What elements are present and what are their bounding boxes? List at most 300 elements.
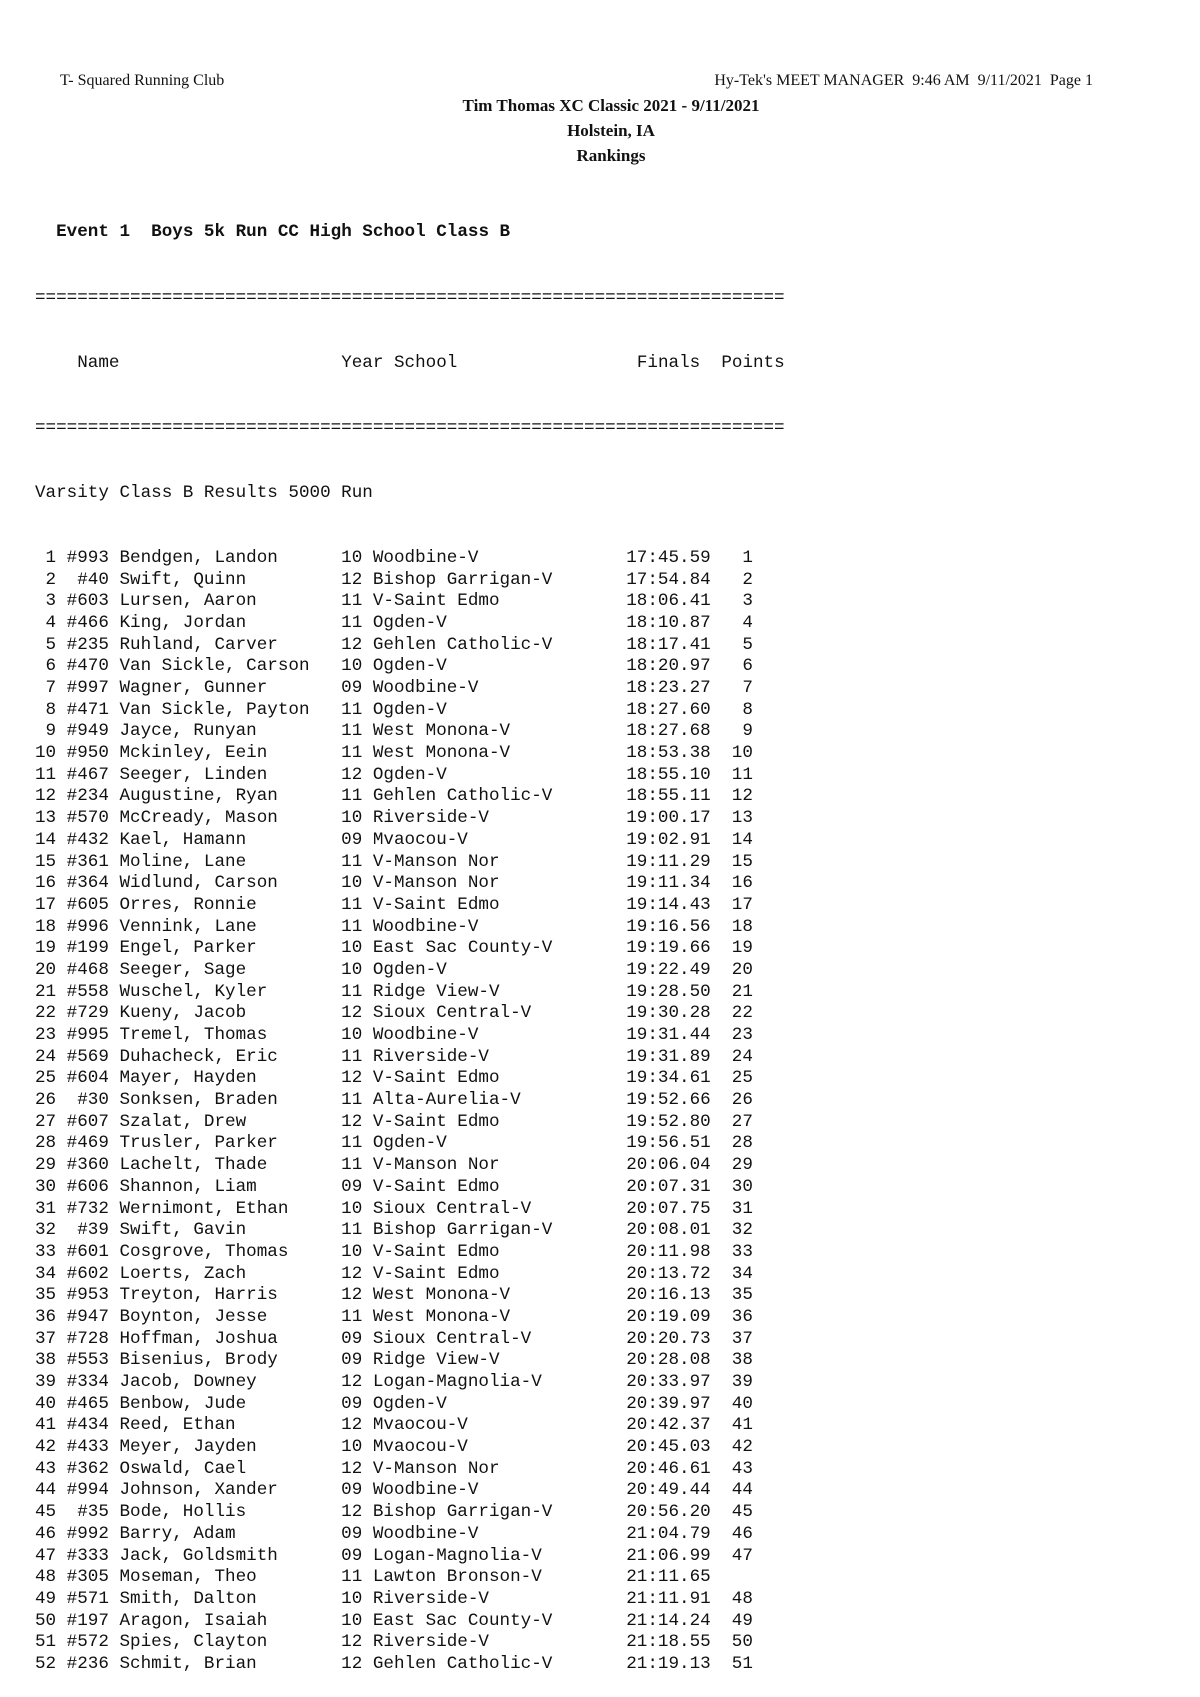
result-time: 18:53.38 [626,743,711,764]
result-school: West Monona-V [372,721,511,742]
result-name: Wernimont, Ethan [119,1198,289,1219]
result-year: 11 [341,916,363,937]
result-time: 20:20.73 [626,1328,711,1349]
result-school: Ogden-V [372,699,447,720]
result-school: West Monona-V [372,1306,511,1327]
result-year: 11 [341,1306,363,1327]
result-rank: 40 [35,1393,57,1414]
result-year: 12 [341,1653,363,1674]
result-rank: 15 [35,851,57,872]
result-points: 32 [731,1220,753,1241]
result-school: Ogden-V [372,1393,447,1414]
result-school: Lawton Bronson-V [372,1567,542,1588]
result-name: Bisenius, Brody [119,1350,278,1371]
result-rank: 36 [35,1306,57,1327]
result-bib: #197 [66,1610,109,1631]
meet-location: Holstein, IA [567,121,655,140]
result-bib: #994 [66,1480,109,1501]
result-rank: 11 [35,764,57,785]
result-rank: 5 [45,634,57,655]
result-rank: 30 [35,1176,57,1197]
result-points: 34 [731,1263,753,1284]
result-time: 21:11.91 [626,1588,711,1609]
result-time: 18:27.68 [626,721,711,742]
result-year: 12 [341,1415,363,1436]
result-school: Ogden-V [372,612,447,633]
result-points: 25 [731,1068,753,1089]
result-bib: #360 [66,1155,109,1176]
result-school: V-Saint Edmo [372,1111,500,1132]
result-bib: #467 [66,764,109,785]
result-row [35,1654,785,1676]
result-row [35,1329,785,1351]
result-school: Ridge View-V [372,981,500,1002]
result-school: V-Saint Edmo [372,591,500,612]
result-year: 10 [341,1241,363,1262]
result-points: 29 [731,1155,753,1176]
result-row [35,765,785,787]
result-name: Mayer, Hayden [119,1068,257,1089]
result-bib: #469 [66,1133,109,1154]
result-points: 3 [742,591,753,612]
result-name: Szalat, Drew [119,1111,247,1132]
result-year: 10 [341,1025,363,1045]
result-bib: #947 [66,1306,109,1327]
result-bib: #35 [77,1502,109,1523]
result-points: 9 [742,721,753,742]
result-row [35,960,785,982]
result-points: 19 [731,938,753,959]
result-year: 10 [341,938,363,959]
col-year: Year [341,352,384,373]
result-time: 20:46.61 [626,1458,711,1479]
result-row [35,1437,785,1459]
result-time: 20:13.72 [626,1263,711,1284]
result-year: 12 [341,634,363,655]
result-bib: #607 [66,1111,109,1132]
result-rank: 1 [45,547,57,568]
result-rank: 31 [35,1198,57,1219]
result-row [35,1264,785,1286]
result-year: 10 [341,1437,363,1458]
result-time: 19:14.43 [626,894,711,915]
result-row [35,917,785,939]
result-bib: #40 [77,569,109,590]
result-row [35,786,785,808]
result-name: Kael, Hamann [119,829,247,850]
result-school: Ogden-V [372,959,447,980]
result-time: 19:02.91 [626,829,711,850]
result-rank: 19 [35,938,57,959]
result-school: Woodbine-V [372,547,479,568]
result-name: Lursen, Aaron [119,591,257,612]
result-rank: 13 [35,808,57,829]
result-rank: 23 [35,1025,57,1045]
result-bib: #995 [66,1025,109,1045]
result-time: 21:04.79 [626,1523,711,1544]
result-school: V-Saint Edmo [372,894,500,915]
result-time: 20:08.01 [626,1220,711,1241]
result-bib: #729 [66,1003,109,1024]
result-rank: 43 [35,1458,57,1479]
result-school: West Monona-V [372,743,511,764]
result-bib: #558 [66,981,109,1002]
result-bib: #334 [66,1372,109,1392]
result-bib: #470 [66,656,109,677]
result-bib: #433 [66,1437,109,1458]
result-name: Tremel, Thomas [119,1025,268,1045]
result-name: Benbow, Jude [119,1393,247,1414]
result-row [35,1307,785,1329]
result-name: Widlund, Carson [119,873,278,894]
result-row [35,1589,785,1611]
result-points: 49 [731,1610,753,1631]
result-time: 18:17.41 [626,634,711,655]
result-school: V-Saint Edmo [372,1068,500,1089]
result-year: 10 [341,873,363,894]
result-row [35,1068,785,1090]
result-bib: #569 [66,1046,109,1067]
result-time: 20:39.97 [626,1393,711,1414]
result-row [35,1567,785,1589]
result-school: Bishop Garrigan-V [372,569,553,590]
result-bib: #434 [66,1415,109,1436]
result-points: 45 [731,1502,753,1523]
result-school: Bishop Garrigan-V [372,1502,553,1523]
result-bib: #602 [66,1263,109,1284]
result-time: 20:06.04 [626,1155,711,1176]
result-rank: 38 [35,1350,57,1371]
result-rank: 44 [35,1480,57,1501]
column-headers [35,353,785,375]
result-school: Mvaocou-V [372,829,468,850]
result-year: 09 [341,1176,363,1197]
result-points: 1 [742,547,753,568]
result-year: 11 [341,612,363,633]
result-school: Sioux Central-V [372,1003,532,1024]
result-name: Ruhland, Carver [119,634,278,655]
result-points: 47 [731,1545,753,1566]
result-name: Boynton, Jesse [119,1306,268,1327]
result-year: 12 [341,1111,363,1132]
result-row [35,1090,785,1112]
result-rank: 33 [35,1241,57,1262]
result-school: Woodbine-V [372,1480,479,1501]
result-school: East Sac County-V [372,1610,553,1631]
result-points: 10 [731,743,753,764]
result-year: 09 [341,678,363,698]
result-year: 10 [341,656,363,677]
result-points: 42 [731,1437,753,1458]
result-name: Schmit, Brian [119,1653,257,1674]
result-bib: #728 [66,1328,109,1349]
result-bib: #606 [66,1176,109,1197]
result-time: 19:31.89 [626,1046,711,1067]
result-row [35,1372,785,1394]
result-name: Sonksen, Braden [119,1090,278,1111]
result-row [35,570,785,592]
result-year: 12 [341,1285,363,1306]
result-time: 19:52.80 [626,1111,711,1132]
result-year: 12 [341,1502,363,1523]
result-points: 40 [731,1393,753,1414]
result-bib: #471 [66,699,109,720]
result-name: Johnson, Xander [119,1480,278,1501]
result-school: West Monona-V [372,1285,511,1306]
header-rule-top: ======================================================================= [35,287,785,308]
result-row [35,613,785,635]
result-name: Shannon, Liam [119,1176,257,1197]
result-time: 20:07.75 [626,1198,711,1219]
result-row [35,635,785,657]
result-row [35,1025,785,1047]
result-bib: #732 [66,1198,109,1219]
result-bib: #465 [66,1393,109,1414]
result-name: Van Sickle, Carson [119,656,310,677]
result-year: 10 [341,808,363,829]
result-rank: 29 [35,1155,57,1176]
result-year: 09 [341,1545,363,1566]
result-rank: 35 [35,1285,57,1306]
result-school: V-Saint Edmo [372,1241,500,1262]
result-time: 17:54.84 [626,569,711,590]
result-school: Alta-Aurelia-V [372,1090,521,1111]
result-time: 21:19.13 [626,1653,711,1674]
result-points: 46 [731,1523,753,1544]
result-rank: 16 [35,873,57,894]
result-row [35,1047,785,1069]
result-name: Moline, Lane [119,851,247,872]
result-name: Orres, Ronnie [119,894,257,915]
result-year: 09 [341,1480,363,1501]
col-points: Points [721,352,785,373]
result-year: 11 [341,1567,363,1588]
result-rank: 12 [35,786,57,807]
result-school: Logan-Magnolia-V [372,1372,542,1392]
result-name: Swift, Gavin [119,1220,247,1241]
result-rank: 8 [45,699,57,720]
result-row [35,1394,785,1416]
result-points: 2 [742,569,753,590]
result-points: 22 [731,1003,753,1024]
result-year: 11 [341,743,363,764]
result-bib: #996 [66,916,109,937]
event-heading [35,222,785,244]
result-bib: #570 [66,808,109,829]
result-name: Moseman, Theo [119,1567,257,1588]
result-points: 7 [742,678,753,698]
result-points: 8 [742,699,753,720]
result-time: 20:11.98 [626,1241,711,1262]
result-rank: 25 [35,1068,57,1089]
result-bib: #432 [66,829,109,850]
result-row [35,1285,785,1307]
result-row [35,591,785,613]
result-bib: #30 [77,1090,109,1111]
result-name: Van Sickle, Payton [119,699,310,720]
result-year: 09 [341,1328,363,1349]
result-time: 20:28.08 [626,1350,711,1371]
result-row [35,852,785,874]
result-time: 20:56.20 [626,1502,711,1523]
results-block [35,179,785,1697]
result-row [35,1155,785,1177]
result-row [35,1350,785,1372]
result-bib: #572 [66,1632,109,1653]
result-bib: #553 [66,1350,109,1371]
result-points: 50 [731,1632,753,1653]
result-name: King, Jordan [119,612,247,633]
result-rank: 3 [45,591,57,612]
result-bib: #235 [66,634,109,655]
result-bib: #333 [66,1545,109,1566]
result-rank: 27 [35,1111,57,1132]
result-school: Woodbine-V [372,1523,479,1544]
result-row [35,938,785,960]
result-name: Spies, Clayton [119,1632,268,1653]
result-school: Woodbine-V [372,916,479,937]
result-row [35,1502,785,1524]
result-row [35,1524,785,1546]
result-points: 17 [731,894,753,915]
col-finals: Finals [636,352,701,373]
result-row [35,1003,785,1025]
result-rank: 47 [35,1545,57,1566]
result-time: 18:10.87 [626,612,711,633]
result-school: V-Saint Edmo [372,1176,500,1197]
result-points: 12 [731,786,753,807]
result-bib: #993 [66,547,109,568]
result-year: 10 [341,1610,363,1631]
result-points: 26 [731,1090,753,1111]
result-points: 38 [731,1350,753,1371]
result-name: Hoffman, Joshua [119,1328,278,1349]
result-name: Trusler, Parker [119,1133,278,1154]
result-bib: #361 [66,851,109,872]
result-time: 20:33.97 [626,1372,711,1392]
result-points: 24 [731,1046,753,1067]
result-row [35,1199,785,1221]
result-rank: 17 [35,894,57,915]
result-school: Gehlen Catholic-V [372,786,553,807]
result-bib: #468 [66,959,109,980]
result-bib: #39 [77,1220,109,1241]
result-name: Jayce, Runyan [119,721,257,742]
result-points: 39 [731,1372,753,1392]
result-year: 11 [341,721,363,742]
result-time: 18:55.10 [626,764,711,785]
result-school: V-Manson Nor [372,1155,500,1176]
header-rule-bottom: ======================================================================= [35,417,785,438]
result-year: 11 [341,1090,363,1111]
result-rank: 50 [35,1610,57,1631]
result-row [35,1611,785,1633]
result-name: Jack, Goldsmith [119,1545,278,1566]
result-row [35,1546,785,1568]
result-rank: 42 [35,1437,57,1458]
result-rank: 26 [35,1090,57,1111]
result-bib: #305 [66,1567,109,1588]
result-rank: 24 [35,1046,57,1067]
result-bib: #997 [66,678,109,698]
result-time: 17:45.59 [626,547,711,568]
result-bib: #950 [66,743,109,764]
result-name: Swift, Quinn [119,569,247,590]
result-name: Reed, Ethan [119,1415,236,1436]
result-points: 33 [731,1241,753,1262]
result-points: 6 [742,656,753,677]
result-rank: 6 [45,656,57,677]
result-row [35,1112,785,1134]
result-row [35,1133,785,1155]
result-name: Oswald, Cael [119,1458,247,1479]
result-time: 19:00.17 [626,808,711,829]
result-year: 12 [341,764,363,785]
result-time: 18:20.97 [626,656,711,677]
result-points: 14 [731,829,753,850]
report-title: Rankings [576,146,646,165]
result-bib: #362 [66,1458,109,1479]
result-school: Woodbine-V [372,1025,479,1045]
result-row [35,1632,785,1654]
result-time: 21:14.24 [626,1610,711,1631]
result-name: Loerts, Zach [119,1263,247,1284]
result-school: Logan-Magnolia-V [372,1545,542,1566]
result-time: 21:11.65 [626,1567,711,1588]
result-points: 37 [731,1328,753,1349]
result-year: 11 [341,894,363,915]
result-rank: 39 [35,1372,57,1392]
result-points: 48 [731,1588,753,1609]
event-heading-text: Event 1 Boys 5k Run CC High School Class B [56,222,511,243]
result-row [35,982,785,1004]
result-time: 19:28.50 [626,981,711,1002]
result-bib: #234 [66,786,109,807]
meet-title: Tim Thomas XC Classic 2021 - 9/11/2021 [462,96,760,115]
result-school: Riverside-V [372,1046,489,1067]
result-points: 16 [731,873,753,894]
result-year: 09 [341,1523,363,1544]
result-time: 20:07.31 [626,1176,711,1197]
result-name: Smith, Dalton [119,1588,257,1609]
result-school: Mvaocou-V [372,1437,468,1458]
result-name: Wuschel, Kyler [119,981,268,1002]
result-points: 28 [731,1133,753,1154]
result-time: 19:16.56 [626,916,711,937]
result-time: 20:16.13 [626,1285,711,1306]
result-rank: 49 [35,1588,57,1609]
result-bib: #601 [66,1241,109,1262]
result-row [35,743,785,765]
result-time: 20:19.09 [626,1306,711,1327]
result-year: 12 [341,1003,363,1024]
result-name: Seeger, Sage [119,959,247,980]
result-year: 09 [341,1393,363,1414]
result-name: Kueny, Jacob [119,1003,247,1024]
result-points: 23 [731,1025,753,1045]
result-points: 5 [742,634,753,655]
result-school: V-Saint Edmo [372,1263,500,1284]
result-year: 09 [341,1350,363,1371]
result-time: 19:11.34 [626,873,711,894]
result-rank: 46 [35,1523,57,1544]
result-year: 09 [341,829,363,850]
result-bib: #466 [66,612,109,633]
result-bib: #953 [66,1285,109,1306]
result-row [35,721,785,743]
result-time: 18:27.60 [626,699,711,720]
result-points: 13 [731,808,753,829]
